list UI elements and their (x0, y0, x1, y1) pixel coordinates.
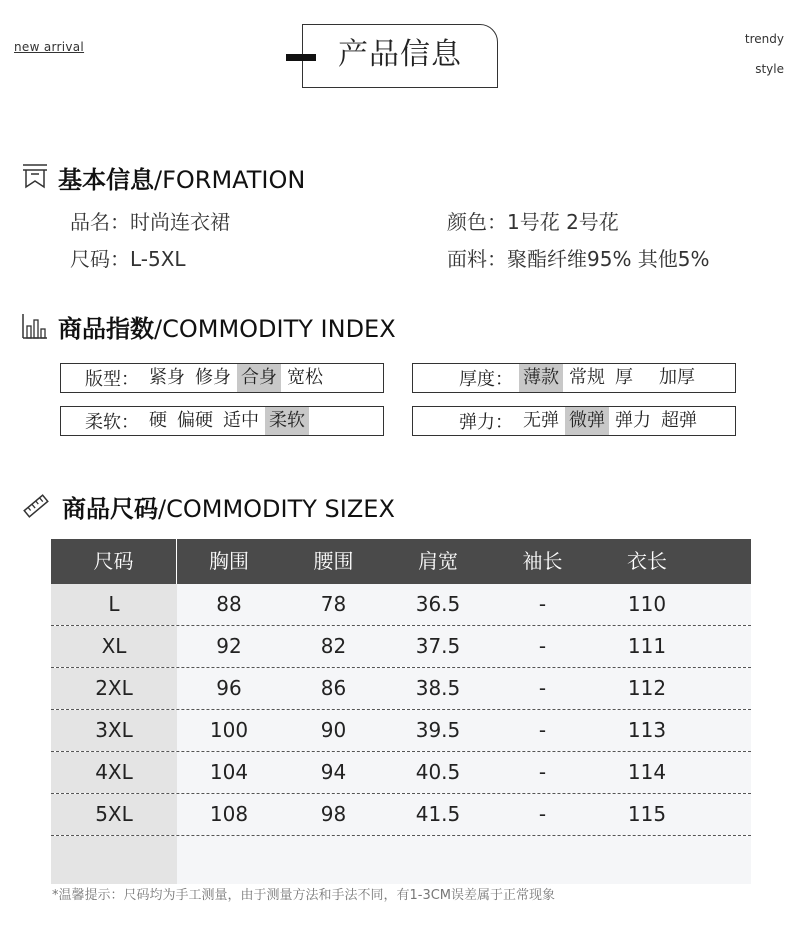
thickness-option: 常规 (569, 367, 605, 388)
table-cell: 36.5 (386, 584, 490, 625)
header-cell-size: 尺码 (51, 539, 177, 584)
size-table (51, 539, 751, 884)
size-cell: XL (51, 626, 177, 667)
softness-option-selected: 柔软 (265, 407, 309, 435)
table-cell: 114 (595, 752, 699, 793)
hanger-tag-icon (22, 163, 48, 189)
size-cell: 4XL (51, 752, 177, 793)
trendy-tag: trendy (744, 32, 784, 46)
size-range-field: 尺码：L-5XL (70, 247, 186, 271)
fit-option: 宽松 (287, 367, 323, 388)
elasticity-option: 超弹 (661, 410, 697, 431)
table-row (51, 794, 751, 836)
bar-chart-icon (22, 312, 48, 338)
elasticity-option: 无弹 (523, 410, 559, 431)
table-cell: 104 (177, 752, 281, 793)
fabric-field: 面料：聚酯纤维95% 其他5% (447, 247, 710, 271)
table-row (51, 752, 751, 794)
thickness-option: 厚 (615, 367, 633, 388)
softness-option: 偏硬 (177, 410, 213, 431)
header-cell-bust: 胸围 (209, 549, 249, 573)
page-title: 产品信息 (338, 37, 462, 72)
table-row (51, 584, 751, 626)
table-cell: 90 (281, 710, 386, 751)
thickness-index: 厚度： 薄款 常规 厚 加厚 (412, 363, 736, 393)
fit-option: 修身 (195, 367, 231, 388)
table-cell: 92 (177, 626, 281, 667)
elasticity-option: 弹力 (615, 410, 651, 431)
size-cell: 2XL (51, 668, 177, 709)
table-row (51, 626, 751, 668)
table-row (51, 668, 751, 710)
table-cell: 37.5 (386, 626, 490, 667)
table-cell: - (490, 584, 595, 625)
softness-option: 硬 (149, 410, 167, 431)
size-cell: 5XL (51, 794, 177, 835)
table-cell: - (490, 626, 595, 667)
size-cell: 3XL (51, 710, 177, 751)
header-cell-length: 衣长 (627, 549, 667, 573)
formation-heading: 基本信息/FORMATION (58, 166, 306, 194)
table-cell: 40.5 (386, 752, 490, 793)
table-cell: 78 (281, 584, 386, 625)
table-cell: 86 (281, 668, 386, 709)
table-cell: 111 (595, 626, 699, 667)
table-cell: - (490, 668, 595, 709)
ruler-icon (22, 492, 48, 518)
table-cell: 100 (177, 710, 281, 751)
table-cell: 113 (595, 710, 699, 751)
table-header (51, 539, 751, 584)
table-cell: 39.5 (386, 710, 490, 751)
elasticity-option-selected: 微弹 (565, 407, 609, 435)
table-cell: 96 (177, 668, 281, 709)
name-field: 品名：时尚连衣裙 (70, 210, 230, 234)
color-field: 颜色：1号花 2号花 (447, 210, 619, 234)
table-cell: 108 (177, 794, 281, 835)
table-row (51, 710, 751, 752)
header-cell-shoulder: 肩宽 (418, 549, 458, 573)
index-heading: 商品指数/COMMODITY INDEX (58, 315, 396, 343)
fit-option: 紧身 (149, 367, 185, 388)
elasticity-index: 弹力： 无弹 微弹 弹力 超弹 (412, 406, 736, 436)
table-cell: - (490, 752, 595, 793)
table-empty-row (51, 836, 751, 884)
table-cell: 41.5 (386, 794, 490, 835)
softness-option: 适中 (223, 410, 259, 431)
table-cell: 94 (281, 752, 386, 793)
table-cell: 98 (281, 794, 386, 835)
table-cell: 82 (281, 626, 386, 667)
table-cell: - (490, 710, 595, 751)
style-tag: style (755, 62, 784, 76)
size-cell: L (51, 584, 177, 625)
thickness-option: 加厚 (659, 367, 695, 388)
header-cell-sleeve: 袖长 (522, 549, 563, 573)
table-cell: 38.5 (386, 668, 490, 709)
table-cell: - (490, 794, 595, 835)
measurement-note: *温馨提示：尺码均为手工测量，由于测量方法和手法不同，有1-3CM误差属于正常现象 (52, 888, 556, 903)
new-arrival-tag: new arrival (14, 40, 85, 54)
table-cell: 88 (177, 584, 281, 625)
fit-option-selected: 合身 (237, 364, 281, 392)
table-cell: 115 (595, 794, 699, 835)
fit-index: 版型： 紧身 修身 合身 宽松 (60, 363, 384, 393)
table-cell: 112 (595, 668, 699, 709)
header-cell-waist: 腰围 (313, 549, 354, 573)
softness-index: 柔软： 硬 偏硬 适中 柔软 (60, 406, 384, 436)
size-heading: 商品尺码/COMMODITY SIZEX (62, 495, 395, 523)
table-cell: 110 (595, 584, 699, 625)
thickness-option-selected: 薄款 (519, 364, 563, 392)
